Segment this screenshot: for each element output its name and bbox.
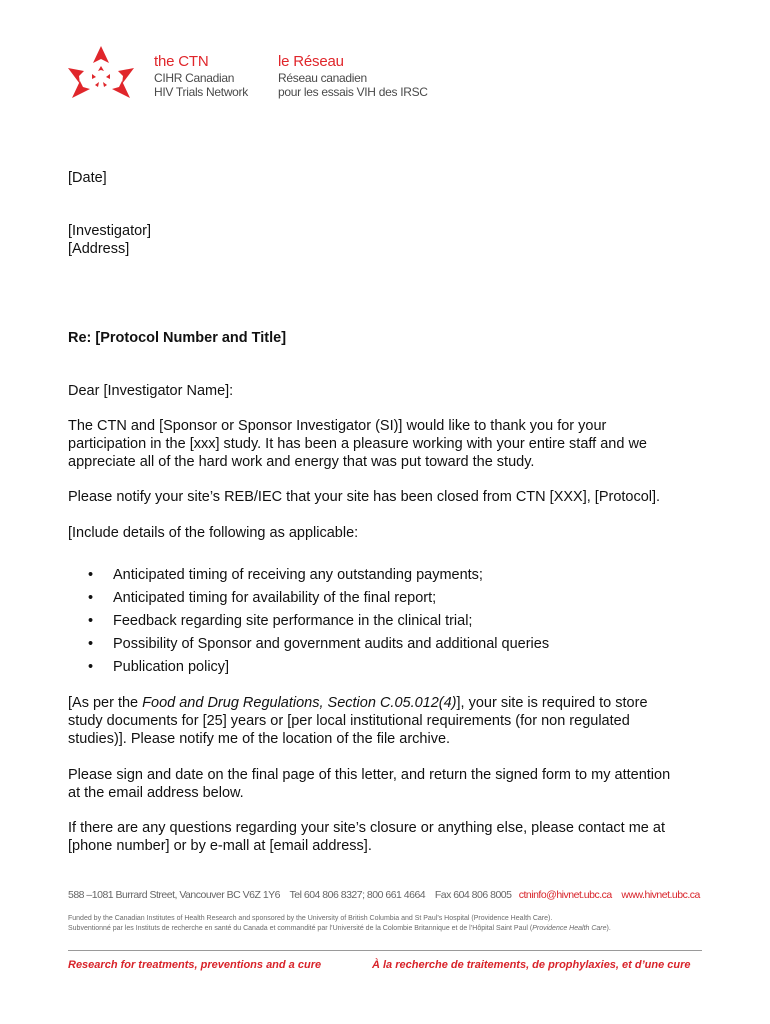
list-item-text: Anticipated timing of receiving any outstanding payments; bbox=[113, 567, 483, 583]
paragraph-retention bbox=[68, 695, 713, 748]
bullet-icon: • bbox=[88, 590, 94, 606]
paragraph-line: study documents for [25] years or [per local institutional requirements (for non regulated bbox=[68, 712, 630, 729]
funding-fr-italic: Providence Health Care bbox=[532, 925, 607, 932]
footer-divider bbox=[68, 950, 702, 951]
paragraph-line: [phone number] or by e-mall at [email address]. bbox=[68, 837, 372, 854]
brand-french bbox=[278, 53, 428, 99]
list-item bbox=[88, 612, 549, 635]
list-item bbox=[88, 658, 549, 681]
footer-fax: Fax 604 806 8005 bbox=[434, 889, 512, 901]
address-field: [Address] bbox=[68, 241, 130, 257]
bullet-icon: • bbox=[88, 659, 94, 675]
brand-subtitle-fr-1: Réseau canadien bbox=[278, 71, 367, 85]
list-item-text: Feedback regarding site performance in the clinical trial; bbox=[113, 613, 473, 629]
footer-website-link[interactable]: www.hivnet.ubc.ca bbox=[621, 889, 700, 901]
paragraph-line: participation in the [xxx] study. It has been a pleasure working with your entire staff and we bbox=[68, 435, 647, 452]
footer-contact bbox=[68, 889, 700, 901]
paragraph-sign bbox=[68, 767, 713, 803]
list-item-text: Possibility of Sponsor and government audits and additional queries bbox=[113, 636, 550, 652]
brand-english bbox=[154, 53, 248, 99]
footer-email-link[interactable]: ctninfo@hivnet.ubc.ca bbox=[518, 889, 612, 901]
list-item bbox=[88, 635, 549, 658]
brand-subtitle-en-2: HIV Trials Network bbox=[154, 85, 248, 99]
funding-fr-text: Subventionné par les Instituts de recherche en santé du Canada et commandité par l’Université de la Colombie Britannique et de l’Hôpital Saint Paul ( bbox=[68, 925, 533, 932]
paragraph-notify: Please notify your site’s REB/IEC that your site has been closed from CTN [XXX], [Protocol]. bbox=[68, 489, 661, 505]
brand-subtitle-en-1: CIHR Canadian bbox=[154, 71, 235, 85]
retention-suffix: ], your site is required to store bbox=[456, 695, 648, 711]
paragraph-line: studies)]. Please notify me of the location of the file archive. bbox=[68, 730, 451, 747]
bullet-icon: • bbox=[88, 636, 94, 652]
tagline-english: Research for treatments, preventions and a cure bbox=[68, 959, 322, 971]
paragraph-line: at the email address below. bbox=[68, 784, 244, 801]
ctn-star-logo-icon bbox=[66, 44, 136, 100]
paragraph-line: If there are any questions regarding your site’s closure or anything else, please contact me at bbox=[68, 820, 665, 836]
paragraph-include: [Include details of the following as applicable: bbox=[68, 525, 359, 541]
paragraph-thanks bbox=[68, 418, 713, 471]
list-item-text: Publication policy] bbox=[113, 659, 230, 675]
regulation-reference: Food and Drug Regulations, Section C.05.012(4) bbox=[142, 695, 457, 711]
paragraph-line: appreciate all of the hard work and energy that was put toward the study. bbox=[68, 453, 535, 470]
brand-title-fr: le Réseau bbox=[278, 53, 344, 70]
re-line: Re: [Protocol Number and Title] bbox=[68, 330, 287, 346]
details-list bbox=[88, 566, 549, 681]
date-field: [Date] bbox=[68, 170, 107, 186]
funding-fr-suffix: ). bbox=[606, 925, 611, 932]
brand-subtitle-fr-2: pour les essais VIH des IRSC bbox=[278, 85, 428, 99]
paragraph-line: The CTN and [Sponsor or Sponsor Investigator (SI)] would like to thank you for your bbox=[68, 418, 607, 434]
brand-title-en: the CTN bbox=[154, 53, 209, 70]
paragraph-contact bbox=[68, 820, 713, 856]
salutation: Dear [Investigator Name]: bbox=[68, 383, 234, 399]
funding-notice bbox=[68, 914, 611, 934]
bullet-icon: • bbox=[88, 567, 94, 583]
bullet-icon: • bbox=[88, 613, 94, 629]
paragraph-line bbox=[68, 695, 713, 713]
list-item bbox=[88, 589, 549, 612]
footer-tel: Tel 604 806 8327; 800 661 4664 bbox=[289, 889, 426, 901]
paragraph-line: Please sign and date on the final page of this letter, and return the signed form to my attention bbox=[68, 767, 671, 783]
tagline-french: À la recherche de traitements, de prophylaxies, et d’une cure bbox=[372, 959, 691, 971]
funding-notice-en: Funded by the Canadian Institutes of Health Research and sponsored by the University of British Columbia and St Paul’s Hospital (Providence Health Care). bbox=[68, 915, 553, 922]
investigator-field: [Investigator] bbox=[68, 223, 152, 239]
list-item bbox=[88, 566, 549, 589]
retention-prefix: [As per the bbox=[68, 695, 143, 711]
footer-address: 588 –1081 Burrard Street, Vancouver BC V6Z 1Y6 bbox=[68, 889, 281, 901]
list-item-text: Anticipated timing for availability of the final report; bbox=[113, 590, 437, 606]
funding-notice-fr bbox=[68, 924, 611, 934]
